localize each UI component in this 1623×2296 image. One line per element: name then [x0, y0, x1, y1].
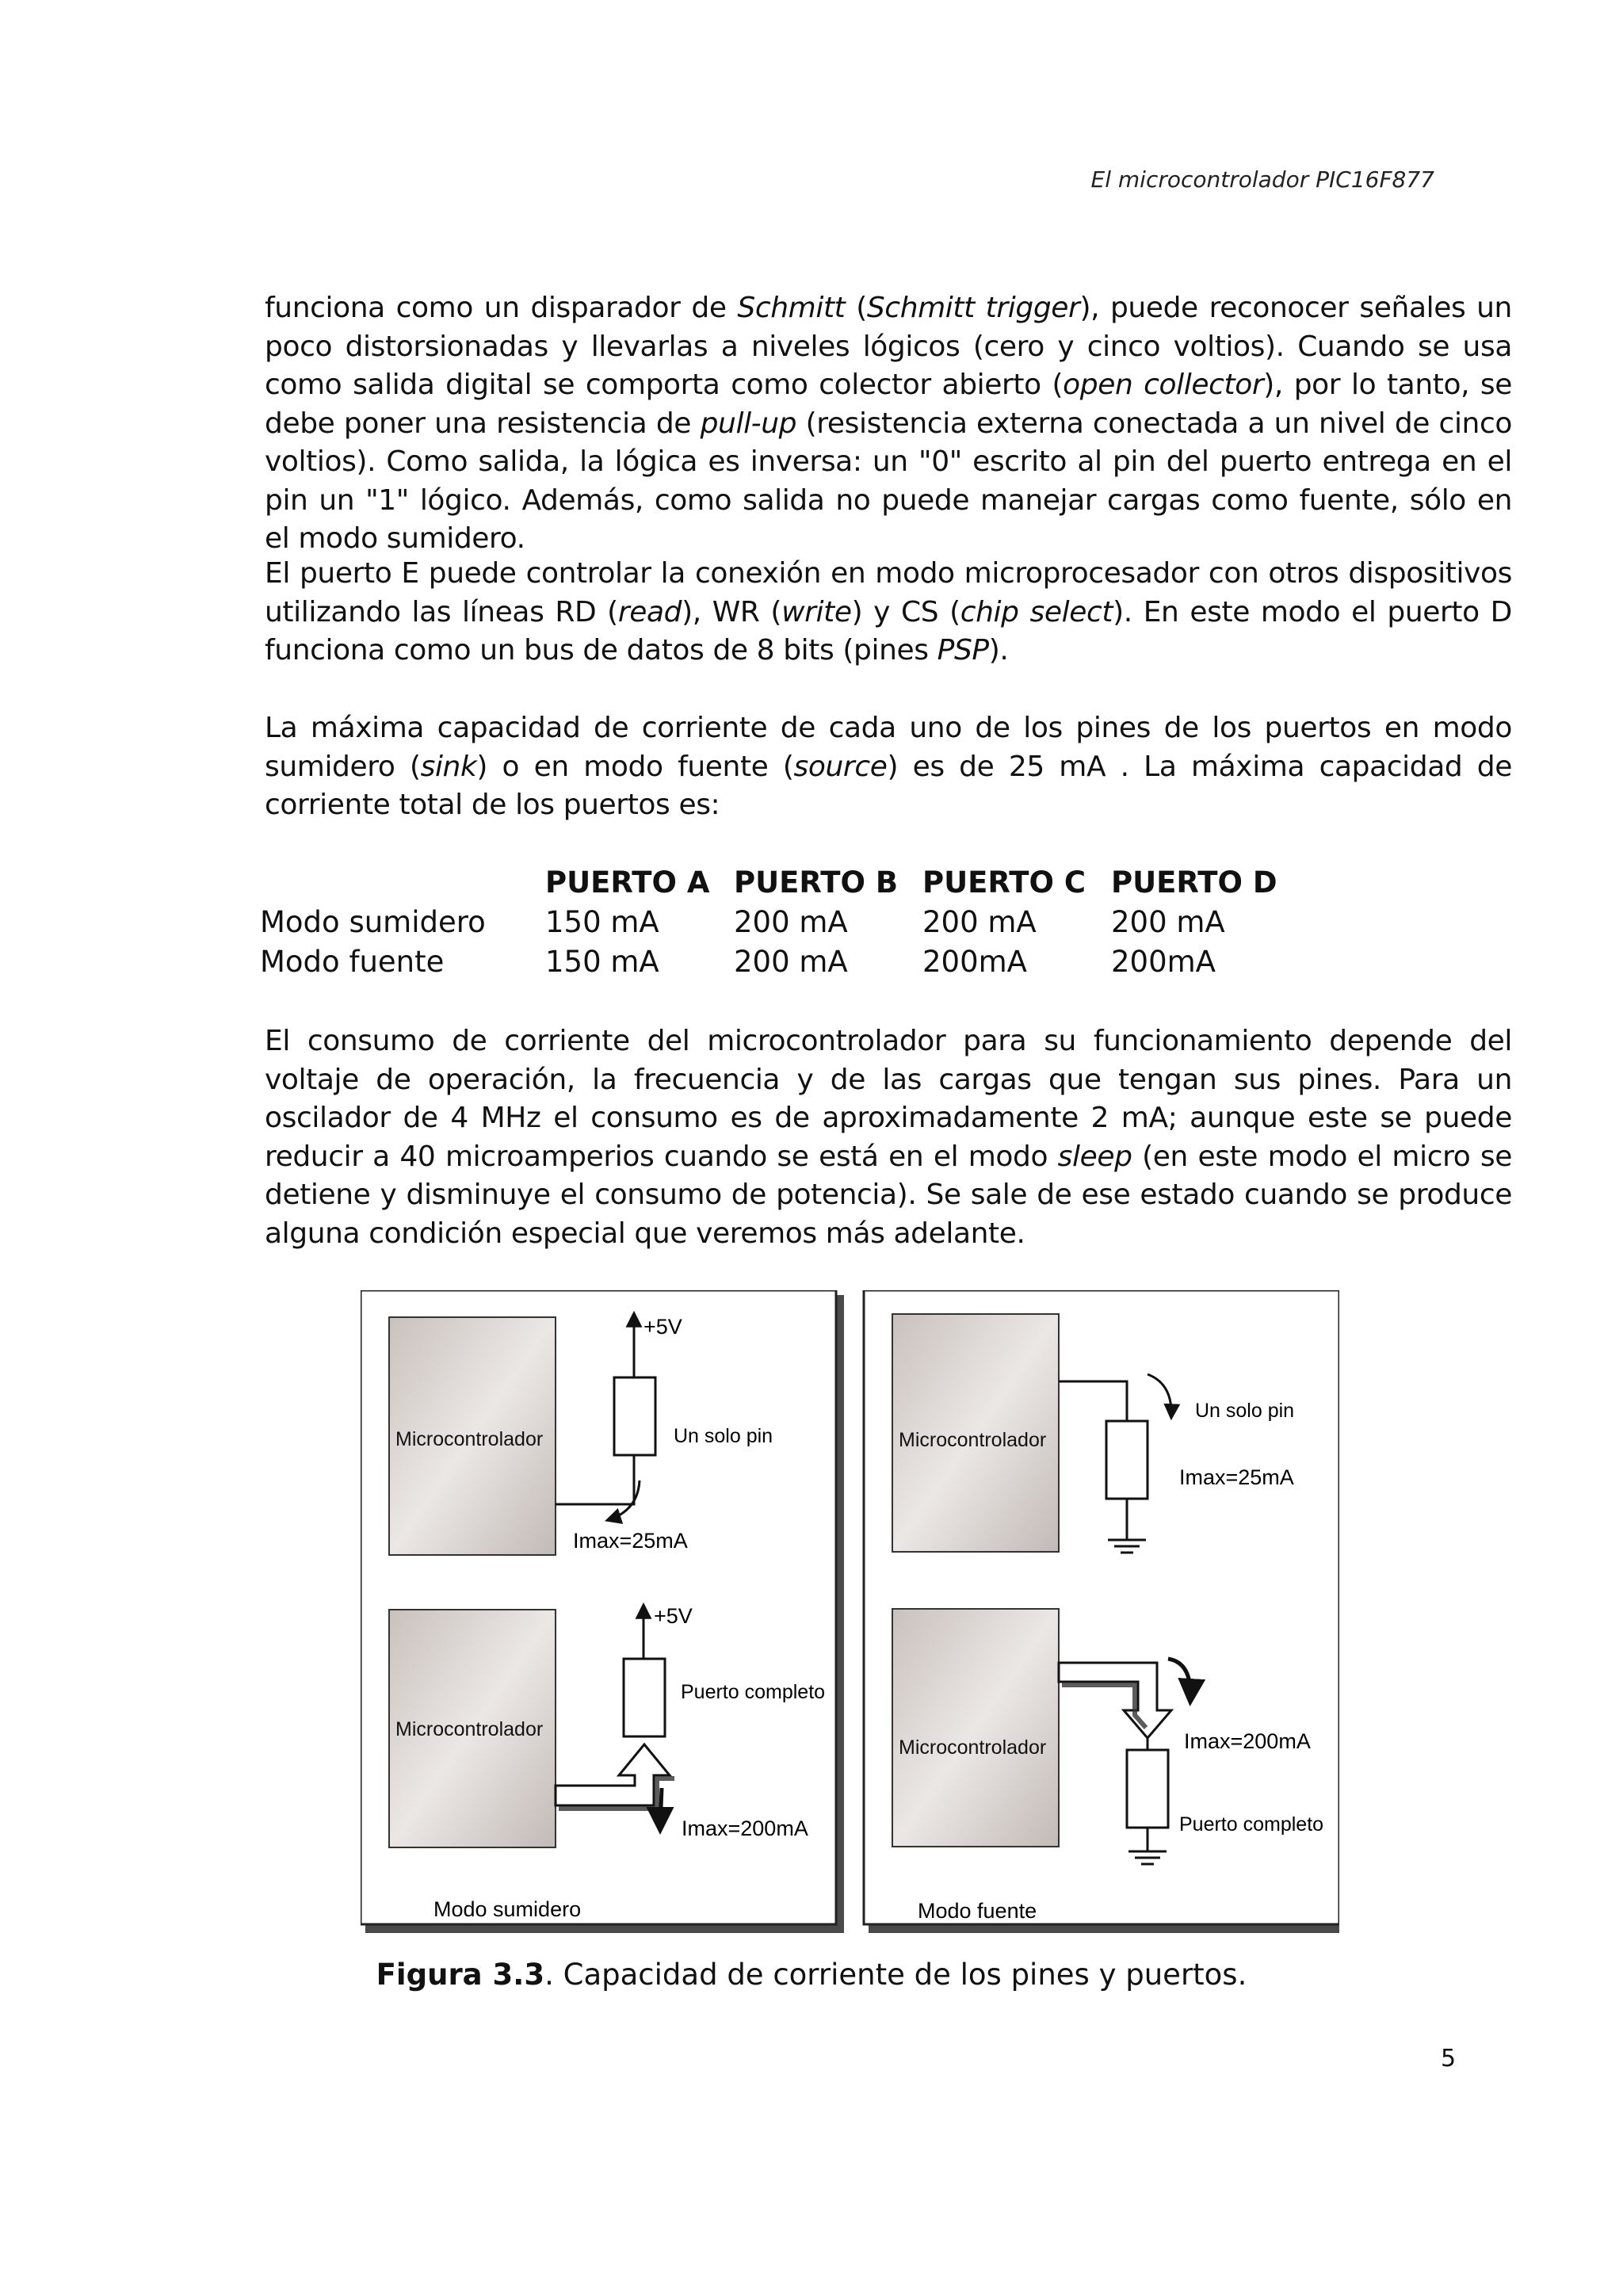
table-cell: 150 mA: [545, 904, 659, 939]
chip-label: Microcontrolador: [899, 1736, 1047, 1759]
current-label: Imax=200mA: [682, 1817, 808, 1840]
p1-text-3: ), puede reconocer señales un poco distorsionadas y llevarlas a niveles lógicos (cero y cinco voltios). Cuando se usa como salida digital se comporta como colector abierto (: [265, 292, 1512, 401]
source-mode-label: Modo fuente: [918, 1899, 1037, 1923]
p1-italic-3: open collector: [1063, 369, 1264, 401]
p1-text-1: funciona como un disparador de: [265, 292, 738, 324]
paragraph-2: [265, 555, 1512, 670]
table-header-cell: [260, 862, 545, 902]
resistor-icon: [624, 1659, 665, 1736]
table-cell: Modo fuente: [260, 944, 445, 979]
chip-label: Microcontrolador: [899, 1429, 1047, 1451]
table-header-cell: PUERTO C: [922, 865, 1086, 900]
note-label: Puerto completo: [681, 1681, 826, 1703]
table-header-cell: PUERTO A: [545, 865, 710, 900]
note-label: Un solo pin: [674, 1425, 773, 1447]
p2-italic-2: write: [781, 595, 852, 628]
page-number: 5: [1441, 2045, 1457, 2073]
table-row: [260, 942, 1300, 981]
p1-italic-4: pull-up: [700, 407, 797, 440]
table-header-cell: PUERTO D: [1111, 865, 1277, 900]
resistor-icon: [1127, 1750, 1168, 1828]
p2-text-2: ), WR (: [682, 595, 782, 628]
sink-mode-panel: [361, 1290, 844, 1933]
chip-label: Microcontrolador: [395, 1428, 544, 1450]
p1-text-2: (: [845, 292, 867, 324]
p2-italic-4: PSP: [937, 634, 989, 667]
p2-italic-1: read: [617, 595, 682, 628]
supply-label: +5V: [654, 1604, 693, 1628]
resistor-icon: [1106, 1421, 1148, 1499]
running-header: El microcontrolador PIC16F877: [1090, 166, 1434, 193]
caption-text: . Capacidad de corriente de los pines y puertos.: [544, 1958, 1247, 1992]
p2-italic-3: chip select: [960, 595, 1113, 628]
table-header-cell: PUERTO B: [734, 865, 899, 900]
port-current-table: [260, 862, 1300, 981]
supply-label: +5V: [643, 1315, 682, 1339]
p2-text-4: ). En este modo el puerto D funciona como un bus de datos de 8 bits (pines: [265, 595, 1512, 667]
microcontroller-chip: [892, 1609, 1059, 1847]
note-label: Puerto completo: [1179, 1813, 1324, 1836]
table-header-row: [260, 862, 1300, 902]
p1-text-5: (resistencia externa conectada a un nivel de cinco voltios). Como salida, la lógica es inversa: un "0" escrito al pin del puerto entrega en el pin un "1" lógico. Además, como salida no puede manejar cargas como fuente, sólo en el modo sumidero.: [265, 407, 1512, 555]
current-label: Imax=200mA: [1184, 1729, 1311, 1753]
p3-italic-1: sink: [420, 750, 477, 783]
p2-text-5: ).: [988, 634, 1009, 667]
note-label: Un solo pin: [1195, 1400, 1295, 1422]
p1-text-4: ), por lo tanto, se debe poner una resistencia de: [265, 369, 1513, 440]
table-cell: 150 mA: [545, 944, 659, 979]
resistor-icon: [614, 1377, 655, 1455]
table-cell: 200 mA: [1111, 904, 1225, 939]
table-cell: 200mA: [922, 944, 1027, 979]
p4-text-2: (en este modo el micro se detiene y disminuye el consumo de potencia). Se sale de ese estado cuando se produce alguna condición especial que veremos más adelante.: [265, 1140, 1512, 1250]
current-label: Imax=25mA: [1179, 1465, 1294, 1489]
p4-italic-1: sleep: [1057, 1140, 1132, 1173]
paragraph-4: [265, 1022, 1512, 1253]
p3-italic-2: source: [793, 750, 888, 783]
table-cell: 200 mA: [734, 904, 848, 939]
chip-label: Microcontrolador: [395, 1718, 544, 1740]
p3-text-1: La máxima capacidad de corriente de cada uno de los pines de los puertos en modo sumidero (: [265, 712, 1512, 783]
p1-italic-2: Schmitt trigger: [866, 292, 1080, 324]
current-capacity-figure: [361, 1290, 1339, 1948]
p2-text-1: El puerto E puede controlar la conexión en modo microprocesador con otros dispositivos utilizando las líneas RD (: [265, 557, 1512, 628]
p2-text-3: ) y CS (: [851, 595, 960, 628]
table-cell: Modo sumidero: [260, 904, 486, 939]
current-label: Imax=25mA: [573, 1529, 688, 1553]
p3-text-2: ) o en modo fuente (: [476, 750, 794, 783]
p1-italic-1: Schmitt: [737, 292, 846, 324]
sink-mode-label: Modo sumidero: [433, 1897, 582, 1921]
table-row: [260, 902, 1300, 942]
table-cell: 200 mA: [922, 904, 1037, 939]
source-mode-panel: [864, 1290, 1339, 1933]
table-cell: 200 mA: [734, 944, 848, 979]
p4-text-1: El consumo de corriente del microcontrolador para su funcionamiento depende del voltaje de operación, la frecuencia y de las cargas que tengan sus pines. Para un oscilador de 4 MHz el consumo es de aproximadamente 2 mA; aunque este se puede reducir a 40 microamperios cuando se está en el modo: [265, 1025, 1512, 1173]
figure-caption: [0, 1958, 1623, 1992]
paragraph-1: [265, 289, 1512, 559]
table-cell: 200mA: [1111, 944, 1216, 979]
caption-label: Figura 3.3: [376, 1958, 545, 1992]
paragraph-3: [265, 709, 1512, 825]
p3-text-3: ) es de 25 mA . La máxima capacidad de corriente total de los puertos es:: [265, 750, 1512, 821]
